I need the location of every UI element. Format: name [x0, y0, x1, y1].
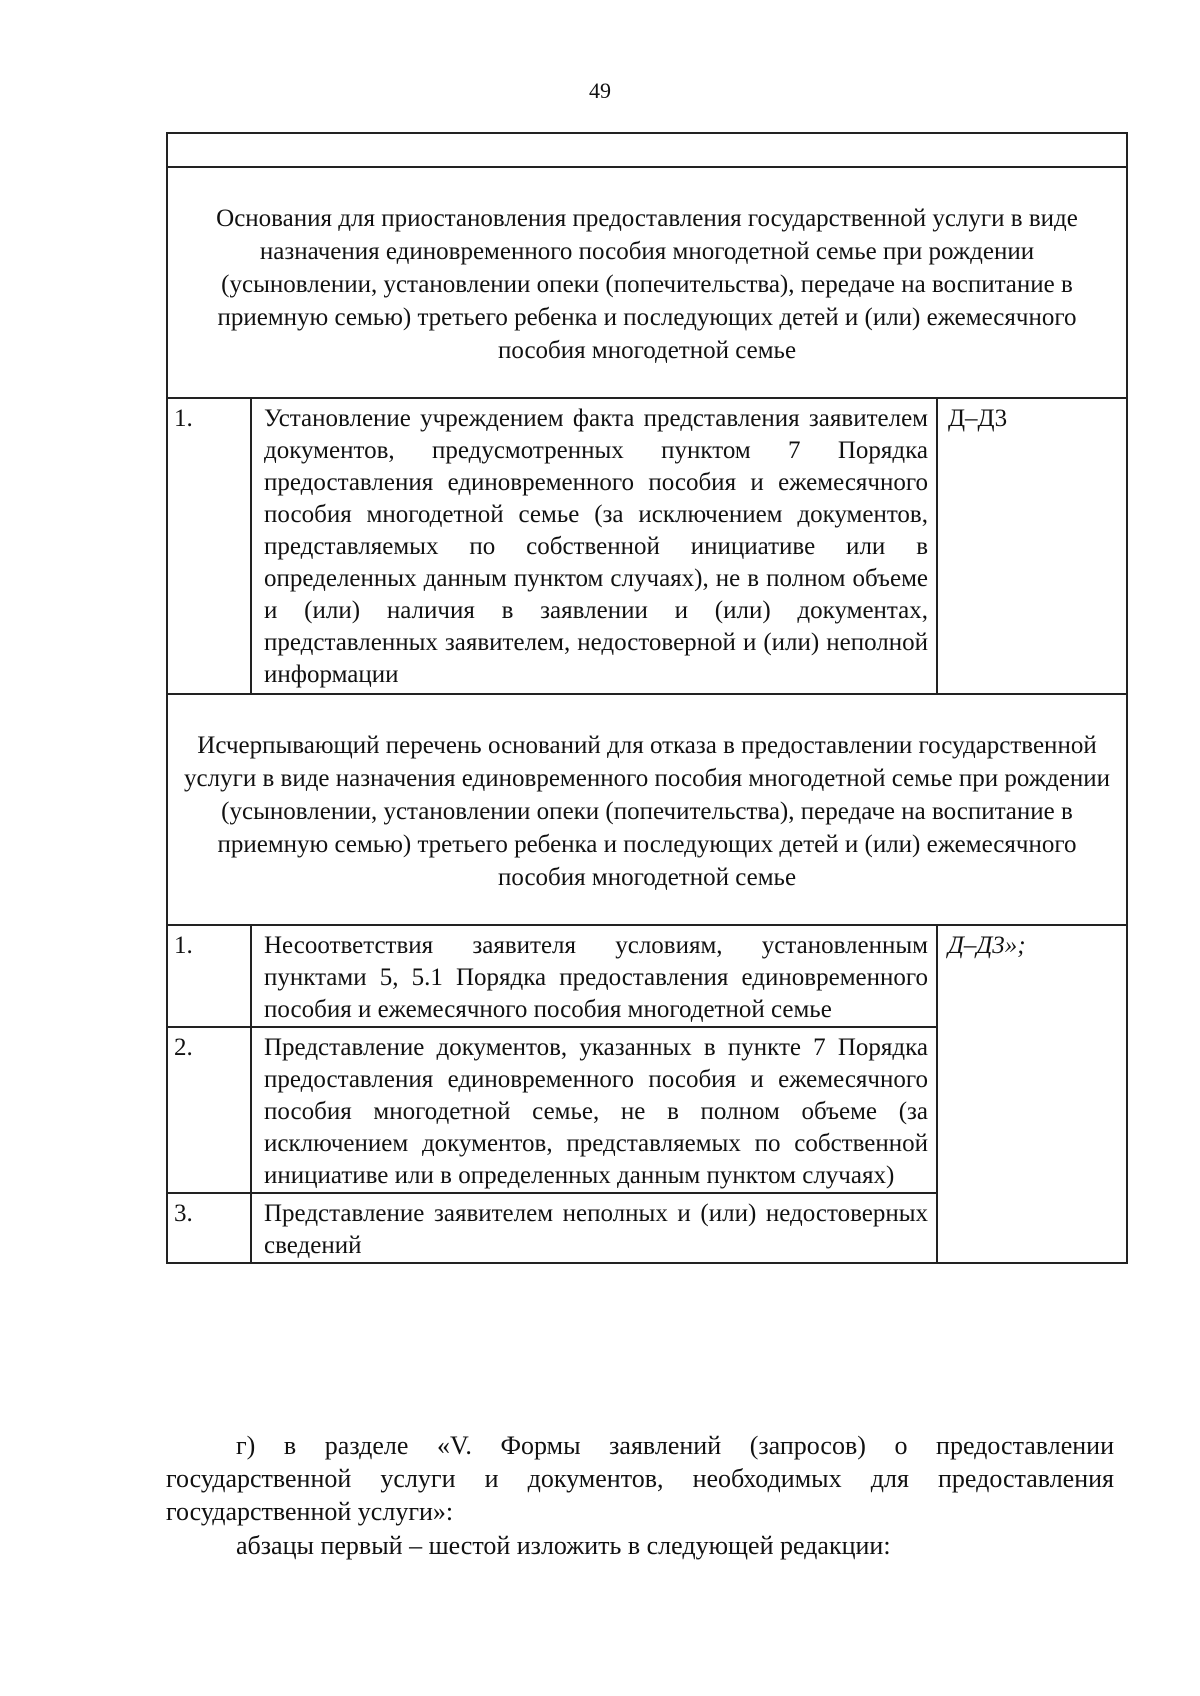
row-number: 1. [167, 925, 251, 1027]
table-row [167, 925, 1127, 1027]
row-number: 3. [167, 1193, 251, 1263]
row-number: 2. [167, 1027, 251, 1193]
suspension-heading-row [167, 167, 1127, 398]
refusal-code: Д–Д3»; [937, 925, 1127, 1263]
table-blank-row [167, 133, 1127, 167]
row-text: Несоответствия заявителя условиям, установленным пунктами 5, 5.1 Порядка предоставления единовременного пособия и ежемесячного пособия многодетной семье [251, 925, 937, 1027]
row-text: Установление учреждением факта представления заявителем документов, предусмотренных пунктом 7 Порядка предоставления единовременного пособия и ежемесячного пособия многодетной семье (за исключением документов, представляемых по собственной инициативе или в определенных данным пунктом случаях), не в полном объеме и (или) наличия в заявлении и (или) документах, представленных заявителем, недостоверной и (или) неполной информации [251, 398, 937, 694]
table-row [167, 398, 1127, 694]
row-text: Представление заявителем неполных и (или) недостоверных сведений [251, 1193, 937, 1263]
row-code: Д–Д3 [937, 398, 1127, 694]
paragraph-section-v: г) в разделе «V. Формы заявлений (запросов) о предоставлении государственной услуги и документов, необходимых для предоставления государственной услуги»: [166, 1431, 1114, 1526]
grounds-table [166, 132, 1128, 1264]
suspension-heading: Основания для приостановления предоставления государственной услуги в виде назначения единовременного пособия многодетной семье при рождении (усыновлении, установлении опеки (попечительства), передаче на воспитание в приемную семью) третьего ребенка и последующих детей и (или) ежемесячного пособия многодетной семье [167, 167, 1127, 398]
paragraph-instruction: абзацы первый – шестой изложить в следующей редакции: [236, 1531, 891, 1560]
page-number: 49 [589, 78, 611, 103]
row-number: 1. [167, 398, 251, 694]
refusal-heading: Исчерпывающий перечень оснований для отказа в предоставлении государственной услуги в виде назначения единовременного пособия многодетной семье при рождении (усыновлении, установлении опеки (попечительства), передаче на воспитание в приемную семью) третьего ребенка и последующих детей и (или) ежемесячного пособия многодетной семье [167, 694, 1127, 925]
refusal-heading-row [167, 694, 1127, 925]
row-text: Представление документов, указанных в пункте 7 Порядка предоставления единовременного пособия и ежемесячного пособия многодетной семье, не в полном объеме (за исключением документов, представляемых по собственной инициативе или в определенных данным пунктом случаях) [251, 1027, 937, 1193]
